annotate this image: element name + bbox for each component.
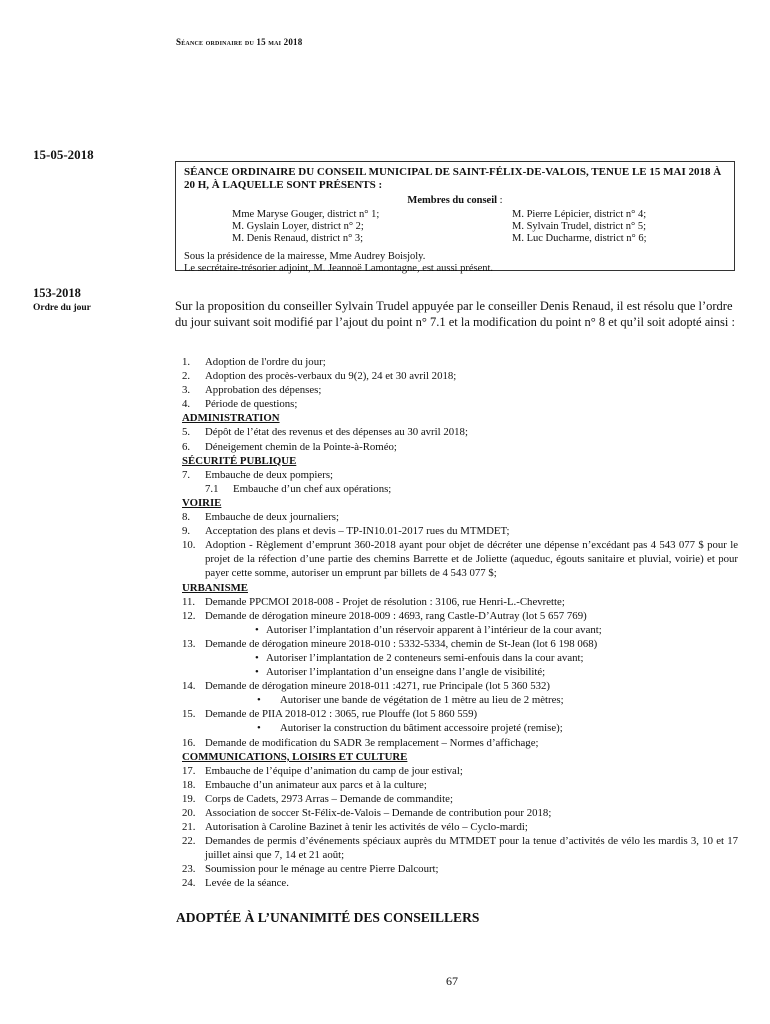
agenda-item-number: 7. <box>182 468 191 481</box>
member-loyer: M. Gyslain Loyer, district n° 2; <box>232 221 364 232</box>
agenda-bullet <box>182 623 738 637</box>
agenda-item-text: Déneigement chemin de la Pointe-à-Roméo; <box>205 440 397 453</box>
agenda-item-text: Adoption - Règlement d’emprunt 360-2018 ayant pour objet de décréter une dépense n’excédant pas 4 543 077 $ pour le projet de la réfection d’une partie des chemins Barrette et de Joliette (aqueduc, égouts sanitaire et pluvial, voirie) et pour payer cette somme, autoriser un emprunt par billets de 4 543 077 $; <box>205 539 738 580</box>
agenda-item <box>182 736 738 750</box>
agenda-item-number: 16. <box>182 736 196 749</box>
agenda-item-text: Soumission pour le ménage au centre Pierre Dalcourt; <box>205 863 439 876</box>
agenda-item-number: 14. <box>182 680 196 693</box>
members-heading-colon: : <box>497 195 503 206</box>
agenda-item <box>182 397 738 411</box>
agenda-item-text: Demande de PIIA 2018-012 : 3065, rue Plouffe (lot 5 860 559) <box>205 708 478 721</box>
agenda-section-heading: SÉCURITÉ PUBLIQUE <box>182 454 297 467</box>
margin-date: 15-05-2018 <box>33 147 94 162</box>
agenda-item-text: Embauche de deux pompiers; <box>205 468 334 481</box>
resolution-intro: Sur la proposition du conseiller Sylvain Trudel appuyée par le conseiller Denis Renaud, il est résolu que l’ordre du jour suivant soit modifié par l’ajout du point n° 7.1 et la modification du point n° 8 et qu’il soit adopté ainsi : <box>175 299 735 329</box>
agenda-bullet-text: Autoriser la construction du bâtiment accessoire projeté (remise); <box>280 722 563 735</box>
member-ducharme: M. Luc Ducharme, district n° 6; <box>512 233 647 244</box>
agenda-item <box>182 440 738 454</box>
agenda-item <box>182 679 738 693</box>
agenda-item <box>182 609 738 623</box>
agenda-item-number: 5. <box>182 426 191 439</box>
session-title: SÉANCE ORDINAIRE DU CONSEIL MUNICIPAL DE SAINT-FÉLIX-DE-VALOIS, TENUE LE 15 MAI 2018 À 20 H, À LAQUELLE SONT PRÉSENTS : <box>184 166 722 191</box>
agenda-item <box>182 369 738 383</box>
agenda-list <box>182 355 738 891</box>
page-number: 67 <box>446 974 458 988</box>
member-trudel: M. Sylvain Trudel, district n° 5; <box>512 221 647 232</box>
agenda-bullet <box>182 651 738 665</box>
agenda-item-text: Demande de dérogation mineure 2018-011 :4271, rue Principale (lot 5 360 532) <box>205 680 551 693</box>
bullet-icon: • <box>255 666 259 679</box>
agenda-item-text: Embauche d’un chef aux opérations; <box>233 482 392 495</box>
agenda-item-number: 22. <box>182 835 196 848</box>
agenda-item-number: 23. <box>182 863 196 876</box>
agenda-item-text: Demandes de permis d’événements spéciaux auprès du MTMDET pour la tenue d’activités de vélo les mardis 3, 10 et 17 juillet ainsi que 7, 14 et 21 août; <box>205 835 738 862</box>
members-heading-label: Membres du conseil <box>407 195 498 206</box>
agenda-item-number: 10. <box>182 539 196 552</box>
agenda-item-number: 8. <box>182 511 191 524</box>
agenda-item-text: Embauche de deux journaliers; <box>205 511 340 524</box>
agenda-item-text: Demande de modification du SADR 3e remplacement – Normes d’affichage; <box>205 736 539 749</box>
agenda-item-text: Période de questions; <box>205 398 298 411</box>
agenda-item-text: Autorisation à Caroline Bazinet à tenir les activités de vélo – Cyclo-mardi; <box>205 821 528 834</box>
agenda-bullet-text: Autoriser l’implantation de 2 conteneurs semi-enfouis dans la cour avant; <box>266 651 584 664</box>
agenda-item <box>182 792 738 806</box>
adoption-statement: ADOPTÉE À L’UNANIMITÉ DES CONSEILLERS <box>176 910 480 925</box>
agenda-item-text: Dépôt de l’état des revenus et des dépenses au 30 avril 2018; <box>205 426 468 439</box>
agenda-section-heading: VOIRIE <box>182 496 222 509</box>
agenda-item <box>182 510 738 524</box>
agenda-item-number: 13. <box>182 637 196 650</box>
agenda-bullet-text: Autoriser une bande de végétation de 1 mètre au lieu de 2 mètres; <box>280 694 564 707</box>
agenda-item-text: Demande de dérogation mineure 2018-010 : 5332-5334, chemin de St-Jean (lot 6 198 068) <box>205 637 598 650</box>
secretary-line: Le secrétaire-trésorier adjoint, M. Jeannoë Lamontagne, est aussi présent. <box>184 263 494 274</box>
member-lepicier: M. Pierre Lépicier, district n° 4; <box>512 209 647 220</box>
agenda-item <box>182 538 738 580</box>
agenda-item-number: 9. <box>182 525 191 538</box>
presidence-line: Sous la présidence de la mairesse, Mme Audrey Boisjoly. <box>184 251 426 262</box>
member-gouger: Mme Maryse Gouger, district n° 1; <box>232 209 380 220</box>
running-header: Séance ordinaire du 15 mai 2018 <box>176 37 303 47</box>
agenda-item-number: 24. <box>182 877 196 890</box>
resolution-subject: Ordre du jour <box>33 303 91 313</box>
agenda-item-number: 20. <box>182 807 196 819</box>
bullet-icon: • <box>257 722 261 735</box>
agenda-item-text: Demande PPCMOI 2018-008 - Projet de résolution : 3106, rue Henri-L.-Chevrette; <box>205 595 565 608</box>
agenda-item-number: 19. <box>182 792 196 805</box>
member-renaud: M. Denis Renaud, district n° 3; <box>232 233 364 244</box>
agenda-bullet-text: Autoriser l’implantation d’un réservoir apparent à l’intérieur de la cour avant; <box>266 623 602 636</box>
agenda-item-text: Demande de dérogation mineure 2018-009 : 4693, rang Castle-D’Autray (lot 5 657 769) <box>205 609 587 622</box>
agenda-item <box>182 383 738 397</box>
bullet-icon: • <box>257 694 261 707</box>
members-heading <box>184 195 726 207</box>
agenda-item-text: Adoption des procès-verbaux du 9(2), 24 et 30 avril 2018; <box>205 370 457 383</box>
agenda-item-number: 2. <box>182 370 191 383</box>
agenda-item-text: Levée de la séance. <box>205 877 289 890</box>
agenda-item-number: 6. <box>182 440 191 453</box>
agenda-bullet-text: Autoriser l’implantation d’un enseigne dans l’angle de visibilité; <box>266 666 546 679</box>
agenda-item <box>182 425 738 439</box>
agenda-section-heading: URBANISME <box>182 581 248 594</box>
agenda-item-number: 1. <box>182 356 191 368</box>
agenda-item-text: Acceptation des plans et devis – TP-IN10.01-2017 rues du MTMDET; <box>205 525 510 538</box>
agenda-bullet <box>182 721 738 735</box>
agenda-item <box>182 778 738 792</box>
agenda-item <box>182 637 738 651</box>
agenda-item <box>182 820 738 834</box>
agenda-item <box>182 595 738 609</box>
agenda-item <box>182 834 738 862</box>
agenda-item <box>182 355 738 369</box>
agenda-item-number: 15. <box>182 708 196 721</box>
agenda-item <box>182 707 738 721</box>
agenda-section-heading: COMMUNICATIONS, LOISIRS ET CULTURE <box>182 750 408 763</box>
agenda-item-text: Association de soccer St-Félix-de-Valois – Demande de contribution pour 2018; <box>205 807 552 819</box>
resolution-number: 153-2018 <box>33 286 81 300</box>
agenda-item-number: 18. <box>182 778 196 791</box>
agenda-bullet <box>182 665 738 679</box>
agenda-subitem <box>182 482 738 496</box>
agenda-bullet <box>182 693 738 707</box>
agenda-item-text: Approbation des dépenses; <box>205 384 322 397</box>
agenda-item-text: Corps de Cadets, 2973 Arras – Demande de commandite; <box>205 792 453 805</box>
agenda-item <box>182 764 738 778</box>
agenda-item-number: 11. <box>182 595 196 608</box>
agenda-item <box>182 524 738 538</box>
agenda-item-number: 17. <box>182 764 196 777</box>
agenda-item-number: 7.1 <box>205 482 219 495</box>
agenda-item <box>182 876 738 890</box>
agenda-item-number: 12. <box>182 609 196 622</box>
agenda-item-text: Embauche d’un animateur aux parcs et à la culture; <box>205 778 427 791</box>
bullet-icon: • <box>255 651 259 664</box>
agenda-item <box>182 806 738 820</box>
agenda-item-text: Adoption de l'ordre du jour; <box>205 356 326 368</box>
agenda-item <box>182 862 738 876</box>
agenda-item <box>182 468 738 482</box>
agenda-section-heading: ADMINISTRATION <box>182 412 280 425</box>
bullet-icon: • <box>255 623 259 636</box>
members-grid <box>232 209 726 245</box>
agenda-item-number: 3. <box>182 384 191 397</box>
agenda-item-text: Embauche de l’équipe d’animation du camp de jour estival; <box>205 764 463 777</box>
agenda-item-number: 4. <box>182 398 191 411</box>
agenda-item-number: 21. <box>182 821 196 834</box>
session-box <box>175 161 735 274</box>
